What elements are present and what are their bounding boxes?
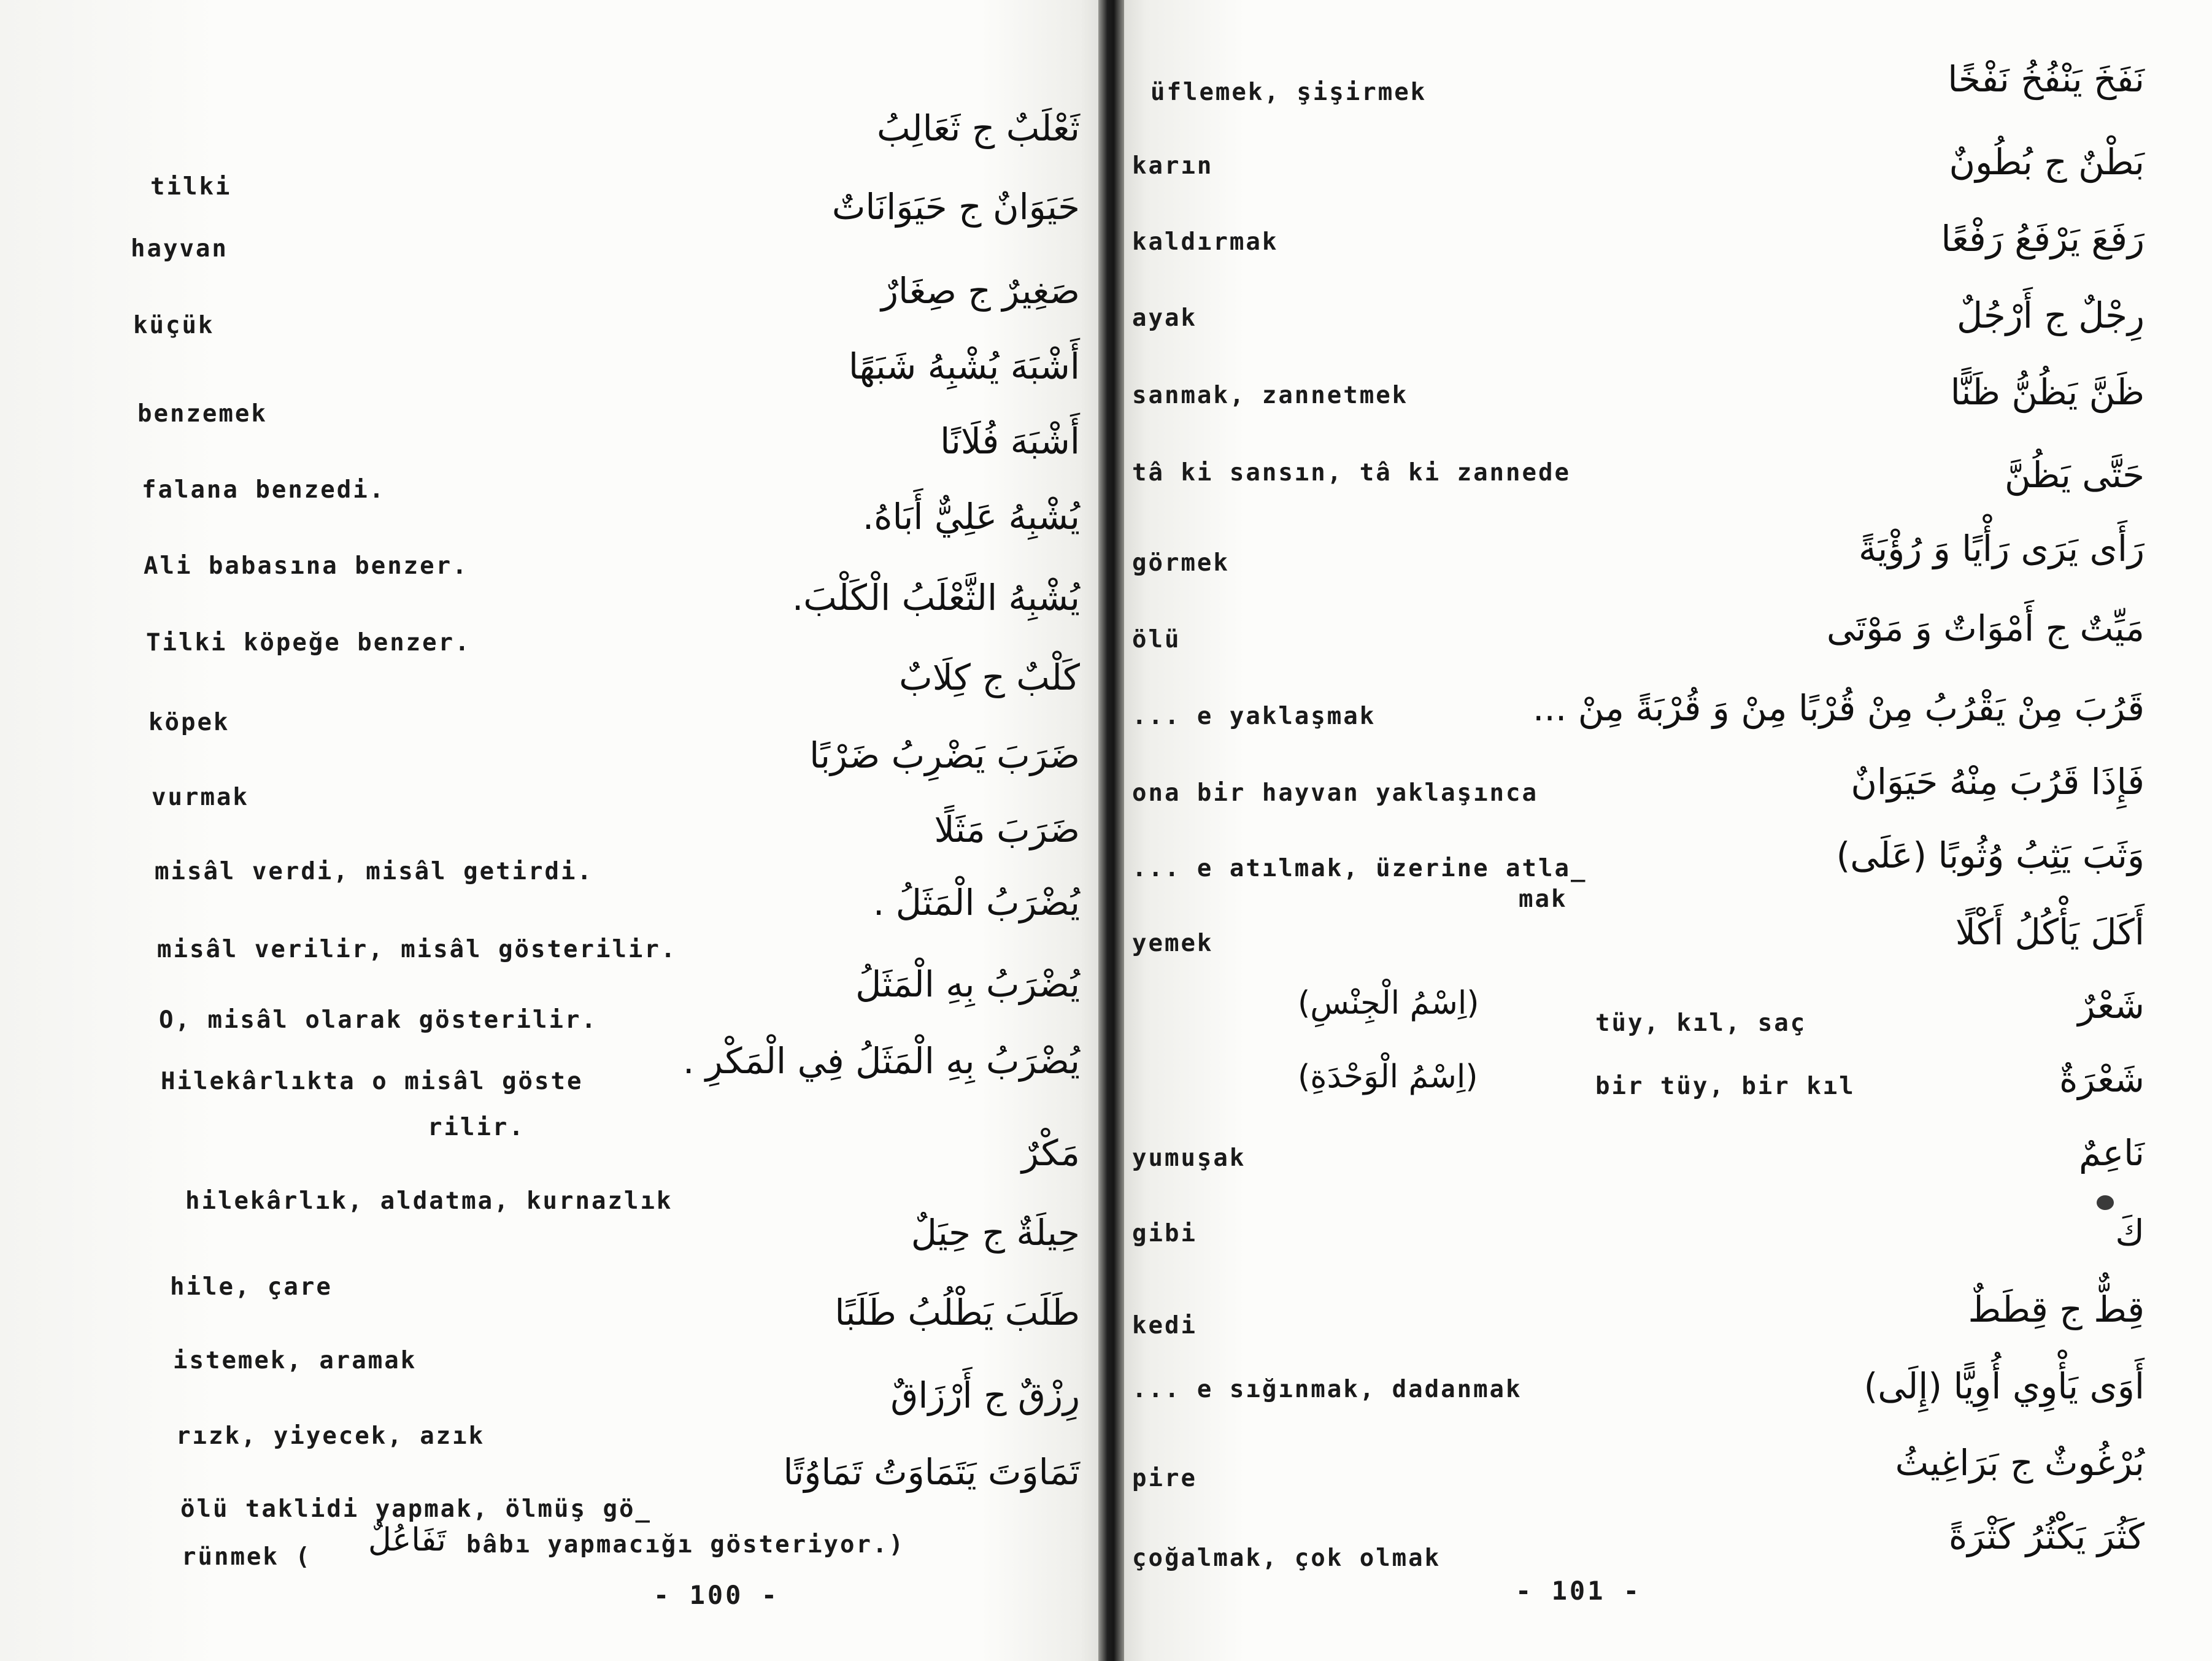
page-number: - 100 - <box>653 1580 780 1610</box>
turkish-entry: hayvan <box>131 235 228 263</box>
arabic-entry: أَشْبَهَ فُلَانًا <box>940 420 1080 462</box>
turkish-entry: ayak <box>1132 304 1197 332</box>
turkish-entry: gibi <box>1132 1220 1197 1247</box>
arabic-entry: شَعْرٌ <box>2078 985 2145 1027</box>
right-page <box>1114 0 2212 1661</box>
turkish-entry: tâ ki sansın, tâ ki zannede <box>1132 459 1571 487</box>
page-number: - 101 - <box>1516 1576 1642 1606</box>
turkish-entry: ... e yaklaşmak <box>1132 703 1376 730</box>
turkish-entry: tilki <box>150 173 232 201</box>
turkish-entry-continuation: rilir. <box>428 1114 525 1141</box>
arabic-entry: ثَعْلَبٌ ج ثَعَالِبُ <box>876 107 1080 149</box>
turkish-entry: pire <box>1132 1465 1197 1492</box>
arabic-entry: ضَرَبَ مَثَلًا <box>934 809 1080 850</box>
turkish-entry: istemek, aramak <box>173 1347 417 1374</box>
arabic-note: (اِسْمُ الْجِنْسِ) <box>1298 985 1479 1022</box>
footnote-arabic: تَفَاعُلٌ <box>368 1522 447 1559</box>
arabic-note: (اِسْمُ الْوَحْدَةِ) <box>1298 1058 1478 1095</box>
turkish-entry: Hilekârlıkta o misâl göste <box>161 1068 584 1095</box>
turkish-entry: karın <box>1132 152 1214 180</box>
arabic-entry: حَتَّى يَظُنَّ <box>2004 454 2145 496</box>
turkish-entry: rızk, yiyecek, azık <box>176 1422 485 1450</box>
arabic-entry: تَمَاوَتَ يَتَمَاوَتُ تَمَاوُتًا <box>783 1451 1080 1493</box>
turkish-entry: falana benzedi. <box>142 476 386 504</box>
turkish-entry: yumuşak <box>1132 1144 1246 1172</box>
arabic-entry: يُضْرَبُ الْمَثَلُ . <box>873 882 1080 923</box>
turkish-entry: ölü taklidi yapmak, ölmüş gö_ <box>180 1495 652 1523</box>
arabic-entry: بُرْغُوثٌ ج بَرَاغِيثُ <box>1895 1442 2145 1484</box>
turkish-entry: ... e atılmak, üzerine atla_ <box>1132 855 1587 882</box>
arabic-entry: شَعْرَةٌ <box>2059 1058 2145 1100</box>
arabic-entry: رَأَى يَرَى رَأْيًا وَ رُؤْيَةً <box>1858 528 2145 569</box>
turkish-entry: üflemek, şişirmek <box>1150 79 1427 106</box>
arabic-entry: وَثَبَ يَثِبُ وُثُوبًا (عَلَى) <box>1836 834 2145 876</box>
arabic-entry: بَطْنٌ ج بُطُونٌ <box>1949 141 2145 183</box>
footnote-start: rünmek ( <box>182 1543 312 1571</box>
arabic-entry: يُشْبِهُ عَلِيٌّ أَبَاهُ. <box>862 496 1080 538</box>
arabic-entry: حَيَوَانٌ ج حَيَوَانَاتٌ <box>831 186 1080 228</box>
arabic-entry: يُضْرَبُ بِهِ الْمَثَلُ <box>855 963 1080 1005</box>
turkish-entry: Ali babasına benzer. <box>144 552 469 580</box>
turkish-entry: misâl verdi, misâl getirdi. <box>155 858 593 885</box>
footnote-end: bâbı yapmacığı gösteriyor.) <box>466 1531 905 1559</box>
arabic-entry: قِطٌّ ج قِطَطٌ <box>1968 1289 2145 1330</box>
arabic-entry: كَ <box>2115 1212 2145 1254</box>
arabic-entry: صَغِيرٌ ج صِغَارٌ <box>881 270 1080 312</box>
turkish-entry: benzemek <box>137 400 268 428</box>
turkish-entry: Tilki köpeğe benzer. <box>146 629 471 657</box>
turkish-entry: küçük <box>133 312 215 339</box>
arabic-entry: طَلَبَ يَطْلُبُ طَلَبًا <box>834 1292 1080 1333</box>
arabic-entry: ضَرَبَ يَضْرِبُ ضَرْبًا <box>809 734 1080 776</box>
arabic-entry: مَيِّتٌ ج أَمْوَاتٌ وَ مَوْتَى <box>1826 607 2145 649</box>
arabic-entry: نَاعِمٌ <box>2078 1132 2145 1174</box>
turkish-entry: bir tüy, bir kıl <box>1595 1073 1856 1100</box>
book-gutter <box>1098 0 1124 1661</box>
arabic-entry: أَوَى يَأْوِي أُوِيًّا (إِلَى) <box>1863 1365 2145 1407</box>
turkish-entry: yemek <box>1132 930 1214 957</box>
arabic-entry: يُشْبِهُ الثَّعْلَبُ الْكَلْبَ. <box>792 577 1080 619</box>
turkish-entry: hile, çare <box>170 1273 333 1301</box>
arabic-entry: قَرُبَ مِنْ يَقْرُبُ مِنْ قُرْبًا مِنْ وَ قُرْبَةً مِنْ ... <box>1532 687 2145 729</box>
turkish-entry: görmek <box>1132 549 1230 577</box>
turkish-entry: O, misâl olarak gösterilir. <box>159 1006 598 1034</box>
arabic-entry: حِيلَةٌ ج حِيَلٌ <box>911 1212 1080 1254</box>
turkish-entry: kedi <box>1132 1312 1197 1339</box>
turkish-entry: tüy, kıl, saç <box>1595 1009 1807 1037</box>
arabic-entry: كَلْبٌ ج كِلَابٌ <box>899 657 1080 698</box>
arabic-entry: كَثُرَ يَكْثُرُ كَثْرَةً <box>1948 1516 2145 1557</box>
turkish-entry: köpek <box>148 709 230 736</box>
arabic-entry: يُضْرَبُ بِهِ الْمَثَلُ فِي الْمَكْرِ . <box>682 1040 1080 1082</box>
arabic-entry: أَكَلَ يَأْكُلُ أَكْلًا <box>1955 911 2145 953</box>
turkish-entry-continuation: mak <box>1519 885 1568 913</box>
arabic-entry: رِزْقٌ ج أَرْزَاقٌ <box>890 1374 1080 1416</box>
arabic-entry: ظَنَّ يَظُنُّ ظَنًّا <box>1950 371 2145 413</box>
turkish-entry: hilekârlık, aldatma, kurnazlık <box>185 1187 673 1215</box>
turkish-entry: sanmak, zannetmek <box>1132 382 1409 409</box>
turkish-entry: ... e sığınmak, dadanmak <box>1132 1376 1522 1403</box>
arabic-entry: نَفَخَ يَنْفُخُ نَفْخًا <box>1948 58 2145 100</box>
ink-smudge <box>2097 1195 2114 1210</box>
arabic-entry: أَشْبَهَ يُشْبِهُ شَبَهًا <box>848 345 1080 387</box>
arabic-entry: فَإِذَا قَرُبَ مِنْهُ حَيَوَانٌ <box>1851 761 2145 803</box>
arabic-entry: رَفَعَ يَرْفَعُ رَفْعًا <box>1941 218 2145 260</box>
turkish-entry: çoğalmak, çok olmak <box>1132 1544 1441 1572</box>
arabic-entry: مَكْرٌ <box>1021 1132 1080 1174</box>
turkish-entry: ona bir hayvan yaklaşınca <box>1132 779 1538 807</box>
turkish-entry: misâl verilir, misâl gösterilir. <box>157 936 677 963</box>
turkish-entry: kaldırmak <box>1132 228 1279 256</box>
turkish-entry: ölü <box>1132 626 1181 653</box>
arabic-entry: رِجْلٌ ج أَرْجُلٌ <box>1956 295 2145 336</box>
turkish-entry: vurmak <box>152 784 249 811</box>
